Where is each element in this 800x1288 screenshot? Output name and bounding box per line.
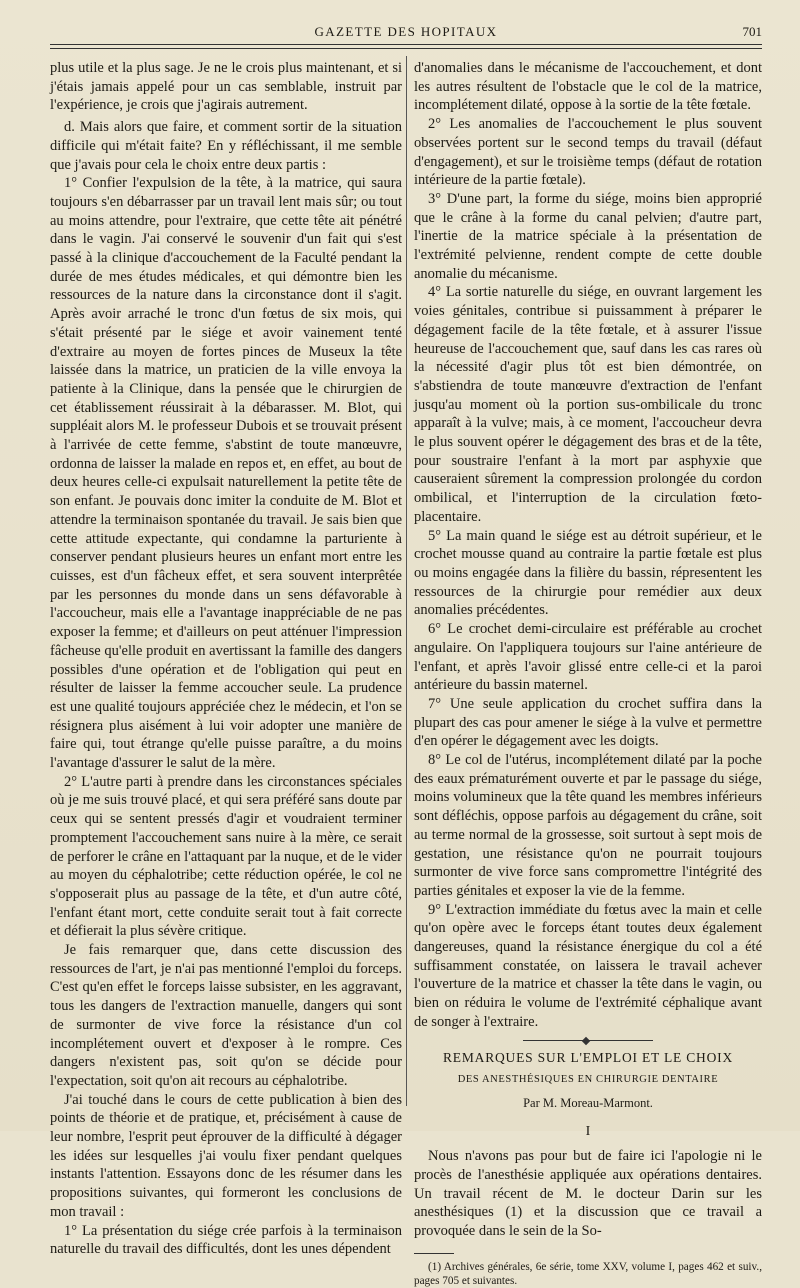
footnote-rule — [414, 1253, 454, 1254]
paragraph: 3° D'une part, la forme du siége, moins bien approprié que le crâne à la forme du canal pelvien; d'autre part, l'inertie de la matrice spéciale à la présentation de l'extrémité pelvienne, rendent compte de cette double anomalie du mécanisme. — [414, 190, 762, 282]
page-number: 701 — [742, 24, 762, 39]
paragraph: d'anomalies dans le mécanisme de l'accouchement, et dont les autres résultent de l'obstacle que le col de la matrice, incomplétement dilaté, oppose à la sortie de la tête fœtale. — [414, 60, 762, 114]
header-rule-thick — [50, 44, 762, 45]
paragraph: 1° Confier l'expulsion de la tête, à la matrice, qui saura toujours s'en débarrasser par un travail lent mais sûr; ou tout au moins attendre, pour l'extraire, que cette tête ait pénétré dans le vagin. J'ai conservé le souvenir d'un fait qui s'est passé à la clinique d'accouchement de la Faculté pendant la durée de mes études médicales, et qui démontre bien les ressources de la nature dans la circonstance dont il s'agit. Après avoir arraché le tronc d'un fœtus de six mois, qui s'était présenté par le siége et avoir vainement tenté d'extraire au moyen de fortes pinces de Museux la tête laissée dans la matrice, un praticien de la ville envoya la patiente à la Clinique, dans la pensée que le chirurgien de cet établissement réussirait à la débarasser. M. Blot, qui suppléait alors M. le professeur Dubois et se trouvait présent à l'arrivée de cette femme, s'abstint de toute manœuvre, ordonna de laisser la malade en repos et, en effet, au bout de deux heures celle-ci expulsait naturellement la petite tête de son enfant. Je pouvais donc imiter la conduite de M. Blot et attendre la terminaison spontanée du travail. Je sais bien que cette attitude expectante, qui condamne la parturiente à conserver pendant plusieurs heures un enfant mort entre les cuisses, est d'un fâcheux effet, et sera souvent interprêtée par les personnes du monde dans un sens défavorable à l'accoucheur, mais elle a l'avantage inappréciable de ne pas exposer la femme; et d'ailleurs on peut atténuer l'impression fâcheuse qu'elle produit en avertissant la famille des dangers possibles d'une opération et de l'obligation qui peut en résulter de laisser la femme accoucher seule. La prudence est une qualité toujours appréciée chez le médecin, et l'on se résignera plus aisément à lui voir adopter une manière de faire qui, tout étrange qu'elle puisse paraître, a du moins l'avantage d'assurer le salut de la mère. — [50, 175, 402, 772]
column-divider — [406, 56, 407, 1106]
footnote: (1) Archives générales, 6e série, tome XXV, volume I, pages 462 et suiv., pages 705 et suivantes. — [414, 1260, 762, 1287]
left-column — [50, 59, 402, 1259]
paragraph: 2° L'autre parti à prendre dans les circonstances spéciales où je me suis trouvé placé, et qui sera préféré sans doute par ceux qui se sentent pressés d'agir et voudraient terminer promptement l'accouchement sans nuire à la mère, ce serait de perforer le crâne en l'attaquant par la nuque, et de le vider au moyen du céphalotribe; cette réduction opérée, le col ne s'opposerait plus au passage de la tête, et d'un autre côté, l'enfant étant mort, cette conduite serait tout à fait correcte et défierait la plus sévère critique. — [50, 773, 402, 940]
paragraph: d. Mais alors que faire, et comment sortir de la situation difficile qui m'était faite? En y réfléchissant, il me semble que j'avais pour cela le choix entre deux partis : — [50, 119, 402, 173]
article-title: REMARQUES SUR L'EMPLOI ET LE CHOIX — [442, 1049, 733, 1065]
paragraph: 5° La main quand le siége est au détroit supérieur, et le crochet mousse quand au contraire la partie fœtale est plus ou moins engagée dans la filière du bassin, répresentent les ressources de la chirurgie pour remédier aux deux anomalies précédentes. — [414, 527, 762, 619]
paragraph: 7° Une seule application du crochet suffira dans la plupart des cas pour amener le siége à la vulve et permettre d'en opérer le dégagement avec les doigts. — [414, 695, 762, 750]
paragraph: Nous n'avons pas pour but de faire ici l'apologie ni le procès de l'anesthésie appliquée aux opérations dentaires. Un travail récent de M. le docteur Darin sur les anesthésiques (1) et la discussion que ce travail a provoquée dans le sein de la So- — [414, 1148, 762, 1240]
section-number: I — [585, 1123, 591, 1139]
paragraph: 6° Le crochet demi-circulaire est préférable au crochet angulaire. On l'appliquera toujours sur l'aine antérieure de l'enfant, et après l'avoir glissé entre celle-ci et la paroi antérieure du bassin maternel. — [414, 621, 762, 694]
header-rule-thin — [50, 48, 762, 49]
paragraph: 8° Le col de l'utérus, incomplétement dilaté par la poche des eaux prématurément ouverte et par le passage du siége, moins volumineux que la tête quand les membres inférieurs sont défléchis, oppose parfois au dégagement du crâne, soit au terme normal de la grossesse, soit surtout à sept mois de gestation, une résistance qu'on ne pourrait toujours surmonter de vive force sans compromettre l'intégrité des parties génitales et exposer la vie de la femme. — [414, 752, 762, 899]
page-header — [50, 20, 762, 46]
paragraph: 2° Les anomalies de l'accouchement le plus souvent observées portent sur le second temps du travail (défaut d'engagement), et sur le troisième temps (défaut de rotation intérieure de la partie fœtale). — [414, 116, 762, 189]
section-separator — [523, 1040, 653, 1041]
paragraph: Je fais remarquer que, dans cette discussion des ressources de l'art, je n'ai pas mentionné l'emploi du forceps. C'est qu'en effet le forceps laisse subsister, en les aggravant, tous les dangers de l'extraction manuelle, dangers qui sont de surmonter de vive force la résistance d'un col incomplétement ouvert et d'exposer à le rompre. Ces dangers n'existent pas, soit qu'on se décide pour l'expectation, soit qu'on ait recours au céphalotribe. — [50, 942, 402, 1089]
paragraph: 9° L'extraction immédiate du fœtus avec la main et celle qu'on opère avec le forceps étant toutes deux également dangereuses, quand la résistance énergique du col a été suffisamment constatée, on laissera le travail achever l'ouverture de la matrice et chasser la tête dans le vagin, ou bien on réduira le volume de l'extrémité céphalique avant de songer à l'extraire. — [414, 901, 762, 1030]
paragraph: 1° La présentation du siége crée parfois à la terminaison naturelle du travail des difficultés, dont les unes dépendent — [50, 1222, 402, 1258]
article-subtitle: DES ANESTHÉSIQUES EN CHIRURGIE DENTAIRE — [457, 1074, 719, 1086]
paragraph: 4° La sortie naturelle du siége, en ouvrant largement les voies génitales, contribue si puissamment à préparer le dégagement facile de la tête fœtale, et à assurer l'issue heureuse de l'accouchement que, sauf dans les cas rares où la nécessité d'agir plus tôt est bien démontrée, on s'abstiendra de toute manœuvre d'extraction de l'enfant jusqu'au moment où la portion sus-ombilicale du tronc apparaît à la vulve; mais, à ce moment, l'accoucheur devra le plus souvent opérer le dégagement des bras et de la tête, pour soustraire l'enfant à la mort par asphyxie que causeraient sûrement la compression prolongée du cordon ombilical, et l'interruption de la circulation fœto-placentaire. — [414, 284, 762, 525]
right-column — [414, 59, 762, 1288]
paragraph: plus utile et la plus sage. Je ne le crois plus maintenant, et si j'étais jamais appelé pour un cas semblable, instruit par l'expérience, je crois que j'agirais autrement. — [50, 60, 402, 114]
article-author: Par M. Moreau-Marmont. — [523, 1095, 653, 1110]
journal-title: GAZETTE DES HOPITAUX — [314, 24, 498, 39]
paragraph: J'ai touché dans le cours de cette publication à bien des points de théorie et de pratique, et, précisément à cause de leur nombre, l'esprit peut éprouver de la difficulté à dégager les idées sur lesquelles j'ai voulu fixer pendant quelques instants l'attention. Essayons donc de les résumer dans les propositions suivantes, qui formeront les conclusions de mon travail : — [50, 1091, 402, 1220]
